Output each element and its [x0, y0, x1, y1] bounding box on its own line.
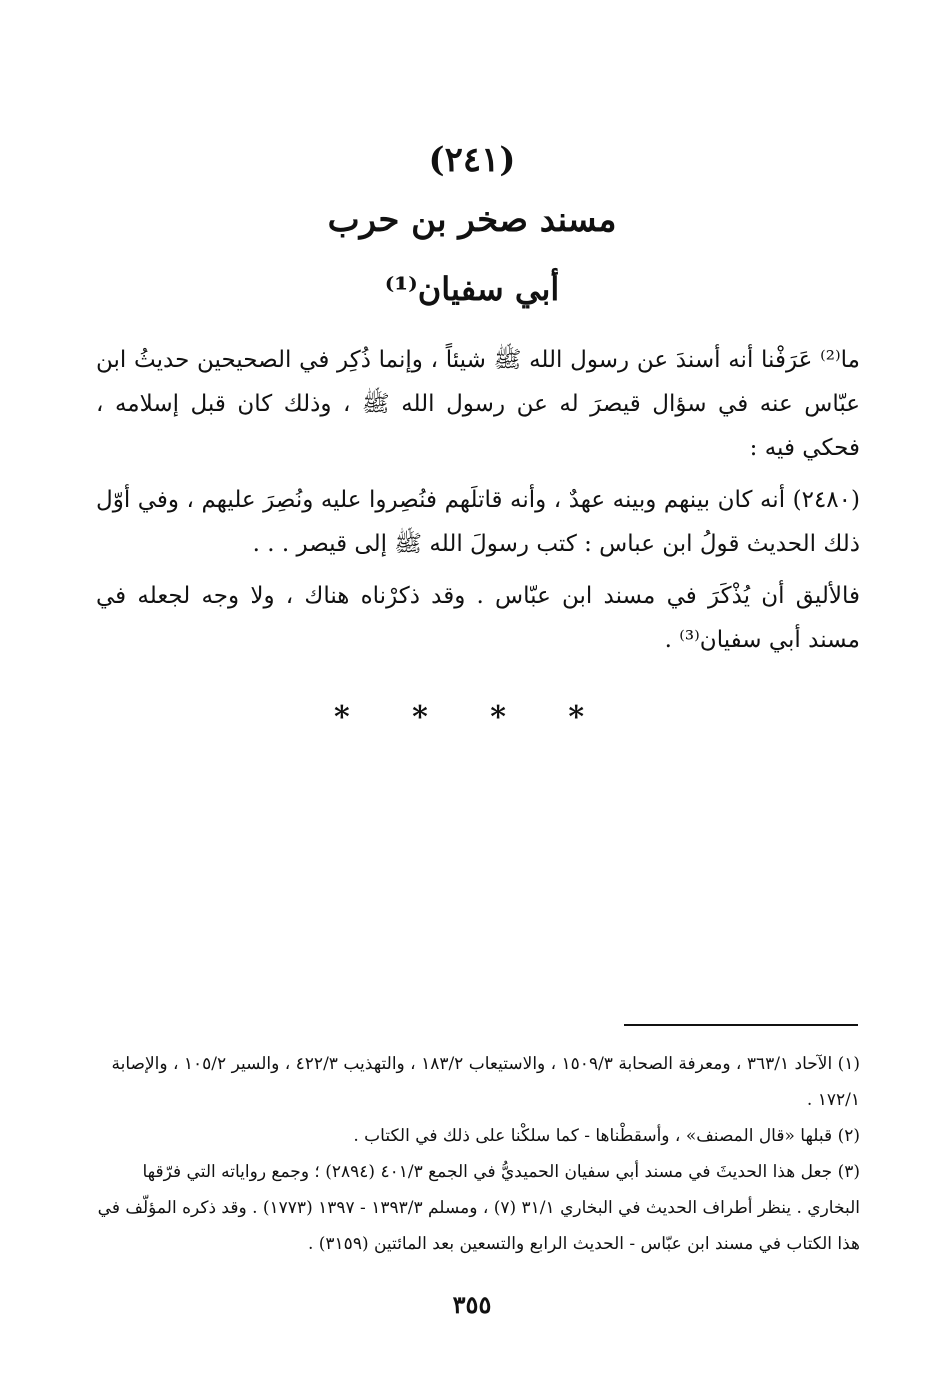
- paragraph-hadith: (٢٤٨٠) أنه كان بينهم وبينه عهدٌ ، وأنه قاتلَهم فنُصِروا عليه ونُصِرَ عليهم ، وفي أوّل ذلك الحديث قولُ ابن عباس : كتب رسولَ الله ﷺ إلى قيصر . . .: [96, 487, 860, 557]
- footnotes: [96, 1046, 860, 1262]
- section-subtitle: أبي سفيان⁽¹⁾: [384, 270, 560, 308]
- paragraph-conclusion: فالأليق أن يُذْكَرَ في مسند ابن عبّاس . وقد ذكرْناه هناك ، ولا وجه لجعله في مسند أبي سفيان⁽³⁾ .: [96, 583, 860, 653]
- section-title: مسند صخر بن حرب: [327, 200, 617, 240]
- footnote-rule: [624, 1024, 858, 1026]
- footnote-2: (٢) قبلها «قال المصنف» ، وأسقطْناها - كما سلكْنا على ذلك في الكتاب .: [353, 1126, 860, 1146]
- footnote-3: (٣) جعل هذا الحديثَ في مسند أبي سفيان الحميديُّ في الجمع ٤٠١/٣ (٢٨٩٤) ؛ وجمع رواياته التي فرّقها البخاري . ينظر أطراف الحديث في البخاري ٣١/١ (٧) ، ومسلم ١٣٩٣/٣ - ١٣٩٧ (١٧٧٣) . وقد ذكره المؤلّف في هذا الكتاب في مسند ابن عبّاس - الحديث الرابع والتسعين بعد المائتين (٣١٥٩) .: [97, 1162, 860, 1254]
- footnote-1: (١) الآحاد ٣٦٣/١ ، ومعرفة الصحابة ١٥٠٩/٣ ، والاستيعاب ١٨٣/٢ ، والتهذيب ٤٢٢/٣ ، والسير ١٠٥/٢ ، والإصابة ١٧٢/١ .: [111, 1054, 860, 1110]
- paragraph-intro: ما⁽²⁾ عَرَفْنا أنه أسندَ عن رسول الله ﷺ شيئاً ، وإنما ذُكِر في الصحيحين حديثُ ابن عبّاس عنه في سؤال قيصرَ له عن رسول الله ﷺ ، وذلك كان قبل إسلامه ، فحكي فيه :: [96, 347, 860, 461]
- page-number: ٣٥٥: [452, 1290, 492, 1319]
- section-separator: * * * *: [333, 700, 611, 735]
- section-number: (٢٤١): [428, 140, 516, 180]
- main-text: [96, 338, 860, 670]
